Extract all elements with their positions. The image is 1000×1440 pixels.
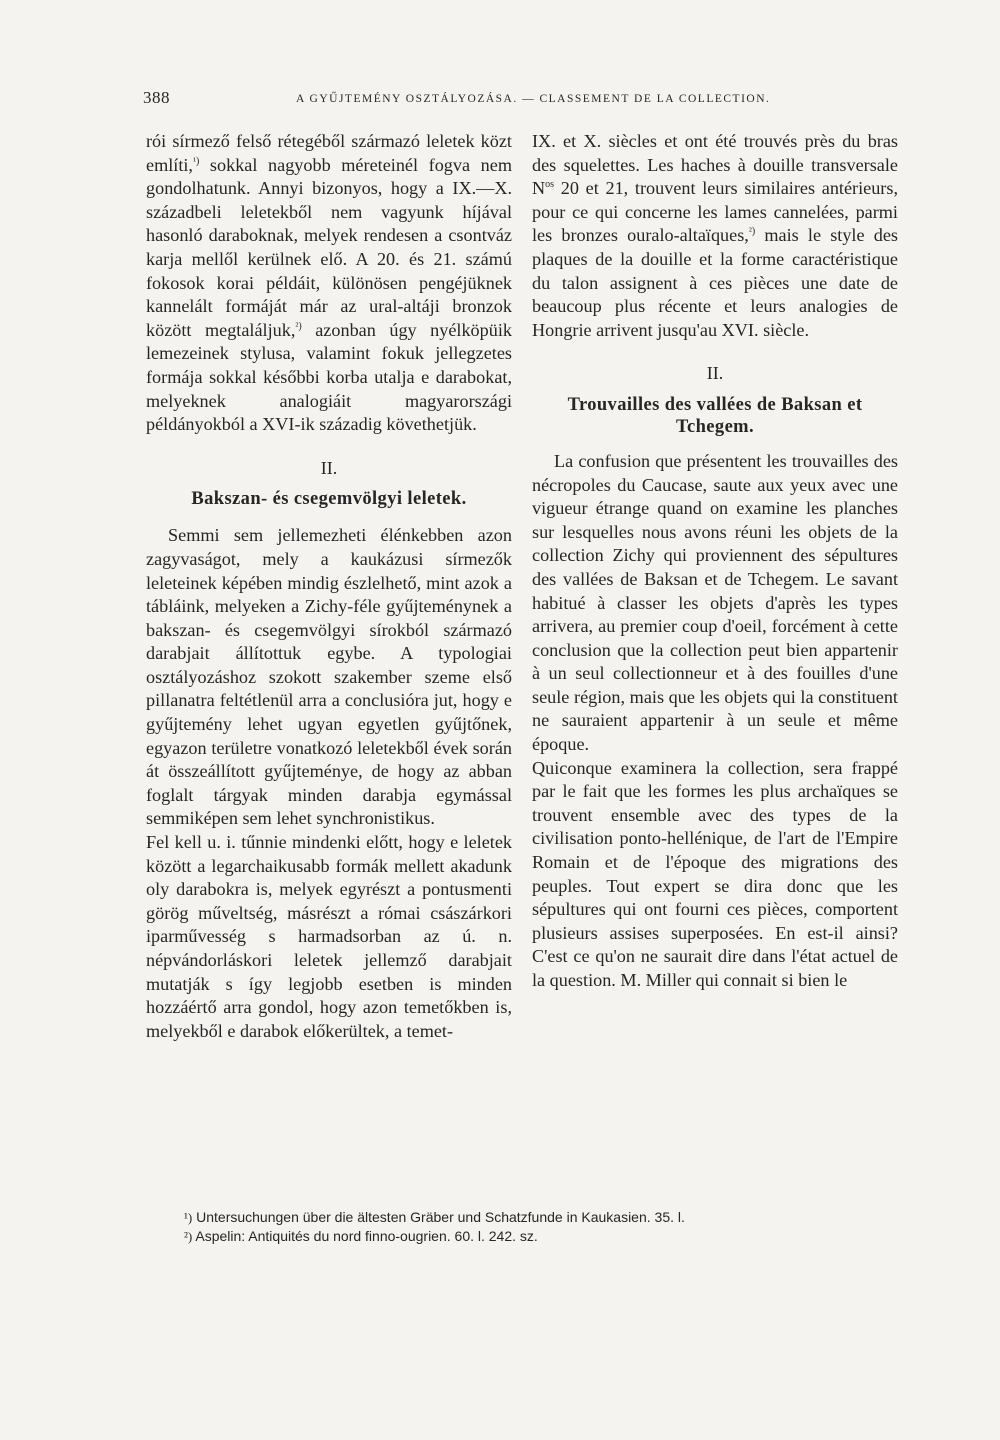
footnote-2: [184, 1227, 904, 1246]
right-intro-text-c: mais le style des plaques de la douille et la forme caractéristique du talon assignent à ces pièces une date de beaucoup plus récente et leurs analogies de Hongrie arrivent jusqu'au XVI. siècle.: [532, 225, 898, 340]
page-number: 388: [143, 88, 170, 107]
left-paragraph-2: Fel kell u. i. tűnnie mindenki előtt, hogy e leletek között a legarchaikusabb formák mellett akadunk oly darabokra is, melyek egyrészt a pontusmenti görög műveltség, másrészt a római császárkori iparművesség s harmadsorban az ú. n. népvándorláskori leletek jellemző darabjait mutatják s így legjobb esetben is minden hozzáértő arra gondol, hogy azon temetőkben is, melyekből e darabok előkerültek, a temet-: [146, 832, 512, 1041]
right-intro-text-b: 20 et 21, trouvent leurs similaires antérieurs, pour ce qui concerne les lames cannelées, parmi les bronzes ouralo-altaïques,: [532, 178, 898, 246]
footnotes: [184, 1208, 904, 1246]
left-section-number: II.: [320, 457, 338, 478]
footnote-2-text: Aspelin: Antiquités du nord finno-ougrien. 60. l. 242. sz.: [195, 1228, 538, 1244]
footnote-ref-2-fr: ²): [748, 226, 756, 238]
left-intro-text-b: sokkal nagyobb méreteinél fogva nem gondolhatunk. Annyi bizonyos, hogy a IX.—X. századbeli leletekből nem vagyunk híjával hasonló daraboknak, melyek rendesen a csontváz karja mellől kerülnek elő. A 20. és 21. számú fokosok korai példáit, különösen pengéjüknek kannelált formáját már az ural-altáji bronzok között megtaláljuk,: [146, 154, 512, 340]
nos-superscript: os: [545, 179, 555, 191]
right-section-title: Trouvailles des vallées de Baksan et Tchegem.: [567, 394, 863, 437]
right-intro-text-a: IX. et X. siècles et ont été trouvés près du bras des squelettes. Les haches à douille transversale N: [532, 131, 898, 199]
french-column: [532, 130, 898, 993]
footnote-ref-2: ²): [295, 320, 302, 332]
right-section-number: II.: [706, 363, 724, 384]
left-section-title: Bakszan- és csegemvölgyi leletek.: [191, 489, 467, 510]
footnote-2-mark: ²): [184, 1229, 193, 1244]
left-intro-text-c: azonban úgy nyélköpüik lemezeinek stylusa, valamint fokuk jellegzetes formája sokkal későbbi korba utalja e darabokat, melyeknek analogiáit magyarországi példányokból a XVI-ik századig követhetjük.: [146, 319, 512, 435]
left-paragraph-1: Semmi sem jellemezheti élénkebben azon zagyvaságot, mely a kaukázusi sírmezők leleteinek képében mindig észlelhető, mint azok a tábláink, melyeken a Zichy-féle gyűjteménynek a bakszan- és csegemvölgyi sírokból származó darabjait állítottuk egybe. A typologiai osztályozáshoz szokott szakember szeme első pillanatra feltétlenül arra a conclusióra jut, hogy e gyűjtemény lehet ugyan egyetlen gyűjtőnek, egyazon területre vonatkozó leletekből évek során át összeállított gyűjteménye, de hogy az abban foglalt tárgyak minden darabja egymással semmiképen sem lehet synchronistikus.: [146, 525, 512, 829]
right-intro-paragraph: [532, 130, 898, 342]
footnote-1: [184, 1208, 904, 1227]
footnote-ref-1: ¹): [192, 155, 200, 167]
hungarian-column: [146, 130, 512, 1043]
left-intro-text-a: rói sírmező felső rétegéből származó leletek közt említi,: [146, 131, 512, 175]
footnote-1-text: Untersuchungen über die ältesten Gräber und Schatzfunde in Kaukasien. 35. l.: [196, 1209, 685, 1225]
right-paragraph-1: La confusion que présentent les trouvailles des nécropoles du Caucase, saute aux yeux avec une vigueur étrange quand on examine les planches sur lesquelles nous avons réuni les objets de la collection Zichy qui proviennent des sépultures des vallées de Baksan et de Tchegem. Le savant habitué à classer les objets d'après les types arrivera, au premier coup d'oeil, forcément à cette conclusion que la collection peut bien appartenir à un seul collectionneur et à des fouilles d'une seule région, mais que les objets qui la constituent ne sauraient appartenir à un seule et même époque.: [532, 450, 898, 755]
left-intro-paragraph: [146, 130, 512, 437]
footnote-1-mark: ¹): [184, 1210, 193, 1225]
right-paragraph-2: Quiconque examinera la collection, sera frappé par le fait que les formes les plus archaïques se trouvent ensemble avec des types de la civilisation ponto-hellénique, de l'art de l'Empire Romain et de l'époque des migrations des peuples. Tout expert se dira donc que les sépultures qui ont fourni ces pièces, comportent plusieurs assises superposées. En est-il ainsi? C'est ce qu'on ne saurait dire dans l'état actuel de la question. M. Miller qui connait si bien le: [532, 757, 898, 990]
running-head: A GYŰJTEMÉNY OSZTÁLYOZÁSA. — CLASSEMENT DE LA COLLECTION.: [296, 93, 771, 105]
